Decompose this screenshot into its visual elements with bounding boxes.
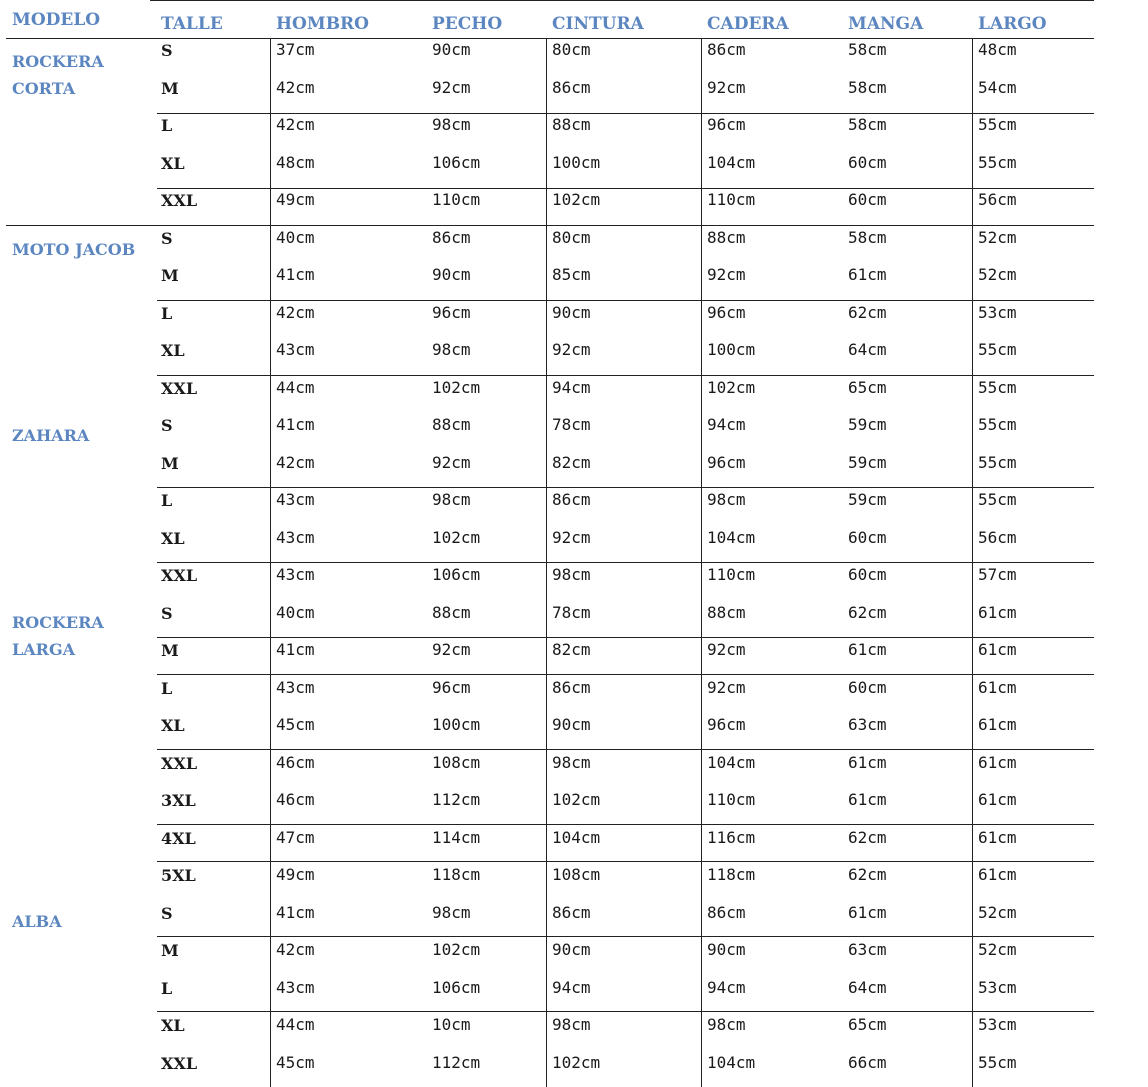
cadera-cell: 104cm [707,528,756,547]
manga-cell: 60cm [848,565,887,584]
manga-cell: 65cm [848,378,887,397]
size-cell: L [161,979,173,998]
size-cell: XXL [161,566,198,585]
size-cell: XL [161,716,185,735]
cintura-cell: 80cm [552,228,591,247]
manga-cell: 62cm [848,603,887,622]
cintura-cell: 78cm [552,415,591,434]
column-rule [270,38,271,1087]
manga-cell: 58cm [848,78,887,97]
cadera-cell: 94cm [707,978,746,997]
size-cell: L [161,304,173,323]
pecho-cell: 112cm [432,1053,481,1072]
largo-cell: 53cm [978,303,1017,322]
pecho-cell: 90cm [432,265,471,284]
pecho-cell: 98cm [432,115,471,134]
hombro-cell: 43cm [276,528,315,547]
size-cell: M [161,641,179,660]
largo-cell: 55cm [978,153,1017,172]
cintura-cell: 102cm [552,790,601,809]
manga-cell: 58cm [848,40,887,59]
cadera-cell: 104cm [707,753,756,772]
largo-cell: 56cm [978,528,1017,547]
cadera-cell: 94cm [707,415,746,434]
largo-cell: 53cm [978,978,1017,997]
row-separator [157,674,1094,675]
cadera-cell: 104cm [707,153,756,172]
cintura-cell: 100cm [552,153,601,172]
row-separator [157,824,1094,825]
manga-cell: 66cm [848,1053,887,1072]
largo-cell: 61cm [978,715,1017,734]
header-underline [6,38,1094,39]
manga-cell: 62cm [848,303,887,322]
cintura-cell: 108cm [552,865,601,884]
pecho-cell: 88cm [432,415,471,434]
cintura-cell: 86cm [552,678,591,697]
pecho-cell: 106cm [432,565,481,584]
hombro-cell: 37cm [276,40,315,59]
pecho-cell: 98cm [432,340,471,359]
column-rule [972,38,973,1087]
cintura-cell: 94cm [552,378,591,397]
hombro-cell: 40cm [276,228,315,247]
row-separator [157,300,1094,301]
largo-cell: 52cm [978,940,1017,959]
cintura-cell: 98cm [552,753,591,772]
largo-cell: 52cm [978,265,1017,284]
cintura-cell: 98cm [552,1015,591,1034]
row-separator [157,562,1094,563]
cadera-cell: 110cm [707,790,756,809]
manga-cell: 64cm [848,978,887,997]
row-separator [157,936,1094,937]
largo-cell: 61cm [978,640,1017,659]
size-cell: 5XL [161,866,196,885]
pecho-cell: 90cm [432,40,471,59]
cadera-cell: 88cm [707,228,746,247]
largo-cell: 52cm [978,228,1017,247]
cadera-cell: 92cm [707,78,746,97]
pecho-cell: 118cm [432,865,481,884]
manga-cell: 61cm [848,790,887,809]
cadera-cell: 100cm [707,340,756,359]
cadera-cell: 98cm [707,1015,746,1034]
size-cell: XL [161,341,185,360]
pecho-cell: 106cm [432,978,481,997]
hombro-cell: 43cm [276,490,315,509]
manga-cell: 60cm [848,528,887,547]
size-cell: XXL [161,191,198,210]
largo-cell: 61cm [978,678,1017,697]
cadera-cell: 92cm [707,640,746,659]
size-cell: XXL [161,379,198,398]
row-separator [157,375,1094,376]
size-cell: 3XL [161,791,196,810]
pecho-cell: 88cm [432,603,471,622]
pecho-cell: 112cm [432,790,481,809]
largo-cell: 55cm [978,453,1017,472]
hombro-cell: 43cm [276,565,315,584]
largo-cell: 48cm [978,40,1017,59]
manga-cell: 64cm [848,340,887,359]
pecho-cell: 106cm [432,153,481,172]
hombro-cell: 43cm [276,978,315,997]
pecho-cell: 96cm [432,678,471,697]
hombro-cell: 49cm [276,190,315,209]
hombro-cell: 44cm [276,378,315,397]
row-separator [157,1011,1094,1012]
model-alba [12,908,62,935]
size-cell: S [161,416,173,435]
cintura-cell: 98cm [552,565,591,584]
hombro-cell: 42cm [276,303,315,322]
hombro-cell: 41cm [276,415,315,434]
cadera-cell: 96cm [707,303,746,322]
cadera-cell: 96cm [707,115,746,134]
top-rule [150,0,1094,1]
cadera-cell: 92cm [707,678,746,697]
largo-cell: 53cm [978,1015,1017,1034]
manga-cell: 59cm [848,490,887,509]
size-cell: 4XL [161,829,196,848]
model-zahara [12,422,89,449]
cintura-cell: 78cm [552,603,591,622]
model-rockera-larga [12,609,104,663]
header-modelo: MODELO [12,10,101,30]
pecho-cell: 102cm [432,528,481,547]
manga-cell: 59cm [848,453,887,472]
model-separator [6,225,1094,226]
row-separator [157,637,1094,638]
largo-cell: 55cm [978,115,1017,134]
manga-cell: 65cm [848,1015,887,1034]
largo-cell: 55cm [978,378,1017,397]
size-cell: S [161,904,173,923]
largo-cell: 61cm [978,603,1017,622]
manga-cell: 58cm [848,228,887,247]
manga-cell: 61cm [848,265,887,284]
pecho-cell: 102cm [432,378,481,397]
pecho-cell: 110cm [432,190,481,209]
hombro-cell: 43cm [276,340,315,359]
row-separator [157,487,1094,488]
size-cell: XXL [161,754,198,773]
manga-cell: 63cm [848,940,887,959]
cintura-cell: 92cm [552,528,591,547]
model-name-line: ROCKERA [12,52,104,71]
model-moto-jacob [12,236,135,263]
manga-cell: 60cm [848,153,887,172]
size-cell: S [161,604,173,623]
row-separator [157,749,1094,750]
model-name-line: CORTA [12,79,76,98]
largo-cell: 56cm [978,190,1017,209]
pecho-cell: 98cm [432,903,471,922]
cintura-cell: 102cm [552,190,601,209]
size-cell: M [161,454,179,473]
cadera-cell: 110cm [707,190,756,209]
cadera-cell: 96cm [707,715,746,734]
hombro-cell: 43cm [276,678,315,697]
pecho-cell: 92cm [432,453,471,472]
manga-cell: 60cm [848,678,887,697]
manga-cell: 61cm [848,753,887,772]
cintura-cell: 82cm [552,640,591,659]
manga-cell: 58cm [848,115,887,134]
size-cell: XL [161,154,185,173]
hombro-cell: 44cm [276,1015,315,1034]
cadera-cell: 86cm [707,40,746,59]
model-name-line: LARGA [12,640,76,659]
hombro-cell: 42cm [276,940,315,959]
largo-cell: 55cm [978,1053,1017,1072]
largo-cell: 61cm [978,790,1017,809]
size-cell: XL [161,529,185,548]
size-cell: M [161,79,179,98]
hombro-cell: 41cm [276,640,315,659]
pecho-cell: 10cm [432,1015,471,1034]
hombro-cell: 42cm [276,115,315,134]
size-cell: XXL [161,1054,198,1073]
pecho-cell: 102cm [432,940,481,959]
row-separator [157,861,1094,862]
size-cell: L [161,679,173,698]
cintura-cell: 88cm [552,115,591,134]
manga-cell: 62cm [848,865,887,884]
pecho-cell: 100cm [432,715,481,734]
cintura-cell: 86cm [552,903,591,922]
cintura-cell: 92cm [552,340,591,359]
pecho-cell: 98cm [432,490,471,509]
size-cell: XL [161,1016,185,1035]
column-rule [701,38,702,1087]
row-separator [157,188,1094,189]
largo-cell: 61cm [978,753,1017,772]
header-talle: TALLE [161,14,223,34]
cadera-cell: 110cm [707,565,756,584]
hombro-cell: 47cm [276,828,315,847]
cadera-cell: 104cm [707,1053,756,1072]
cadera-cell: 118cm [707,865,756,884]
cintura-cell: 86cm [552,78,591,97]
manga-cell: 63cm [848,715,887,734]
manga-cell: 62cm [848,828,887,847]
largo-cell: 52cm [978,903,1017,922]
cadera-cell: 96cm [707,453,746,472]
cadera-cell: 90cm [707,940,746,959]
cadera-cell: 98cm [707,490,746,509]
cadera-cell: 116cm [707,828,756,847]
largo-cell: 55cm [978,490,1017,509]
largo-cell: 57cm [978,565,1017,584]
pecho-cell: 92cm [432,640,471,659]
hombro-cell: 41cm [276,903,315,922]
model-name-line: MOTO JACOB [12,240,136,259]
size-cell: S [161,229,173,248]
header-cadera: CADERA [707,14,789,34]
hombro-cell: 45cm [276,715,315,734]
cadera-cell: 86cm [707,903,746,922]
cadera-cell: 102cm [707,378,756,397]
hombro-cell: 46cm [276,790,315,809]
largo-cell: 55cm [978,340,1017,359]
pecho-cell: 114cm [432,828,481,847]
manga-cell: 61cm [848,640,887,659]
model-name-line: ROCKERA [12,613,104,632]
header-pecho: PECHO [432,14,503,34]
size-cell: L [161,491,173,510]
size-cell: L [161,116,173,135]
pecho-cell: 92cm [432,78,471,97]
pecho-cell: 86cm [432,228,471,247]
cintura-cell: 94cm [552,978,591,997]
largo-cell: 61cm [978,828,1017,847]
hombro-cell: 42cm [276,78,315,97]
column-rule [546,38,547,1087]
largo-cell: 54cm [978,78,1017,97]
header-manga: MANGA [848,14,924,34]
cintura-cell: 85cm [552,265,591,284]
cintura-cell: 90cm [552,940,591,959]
cintura-cell: 90cm [552,303,591,322]
cintura-cell: 102cm [552,1053,601,1072]
manga-cell: 59cm [848,415,887,434]
header-largo: LARGO [978,14,1047,34]
header-hombro: HOMBRO [276,14,369,34]
largo-cell: 61cm [978,865,1017,884]
hombro-cell: 48cm [276,153,315,172]
cintura-cell: 90cm [552,715,591,734]
cadera-cell: 88cm [707,603,746,622]
hombro-cell: 45cm [276,1053,315,1072]
cintura-cell: 80cm [552,40,591,59]
cadera-cell: 92cm [707,265,746,284]
model-rockera-corta [12,48,104,102]
hombro-cell: 49cm [276,865,315,884]
cintura-cell: 82cm [552,453,591,472]
pecho-cell: 96cm [432,303,471,322]
cintura-cell: 104cm [552,828,601,847]
header-cintura: CINTURA [552,14,644,34]
pecho-cell: 108cm [432,753,481,772]
largo-cell: 55cm [978,415,1017,434]
hombro-cell: 42cm [276,453,315,472]
cintura-cell: 86cm [552,490,591,509]
model-name-line: ZAHARA [12,426,90,445]
manga-cell: 60cm [848,190,887,209]
row-separator [157,113,1094,114]
hombro-cell: 41cm [276,265,315,284]
size-cell: S [161,41,173,60]
hombro-cell: 46cm [276,753,315,772]
model-name-line: ALBA [12,912,62,931]
hombro-cell: 40cm [276,603,315,622]
size-cell: M [161,941,179,960]
manga-cell: 61cm [848,903,887,922]
size-cell: M [161,266,179,285]
